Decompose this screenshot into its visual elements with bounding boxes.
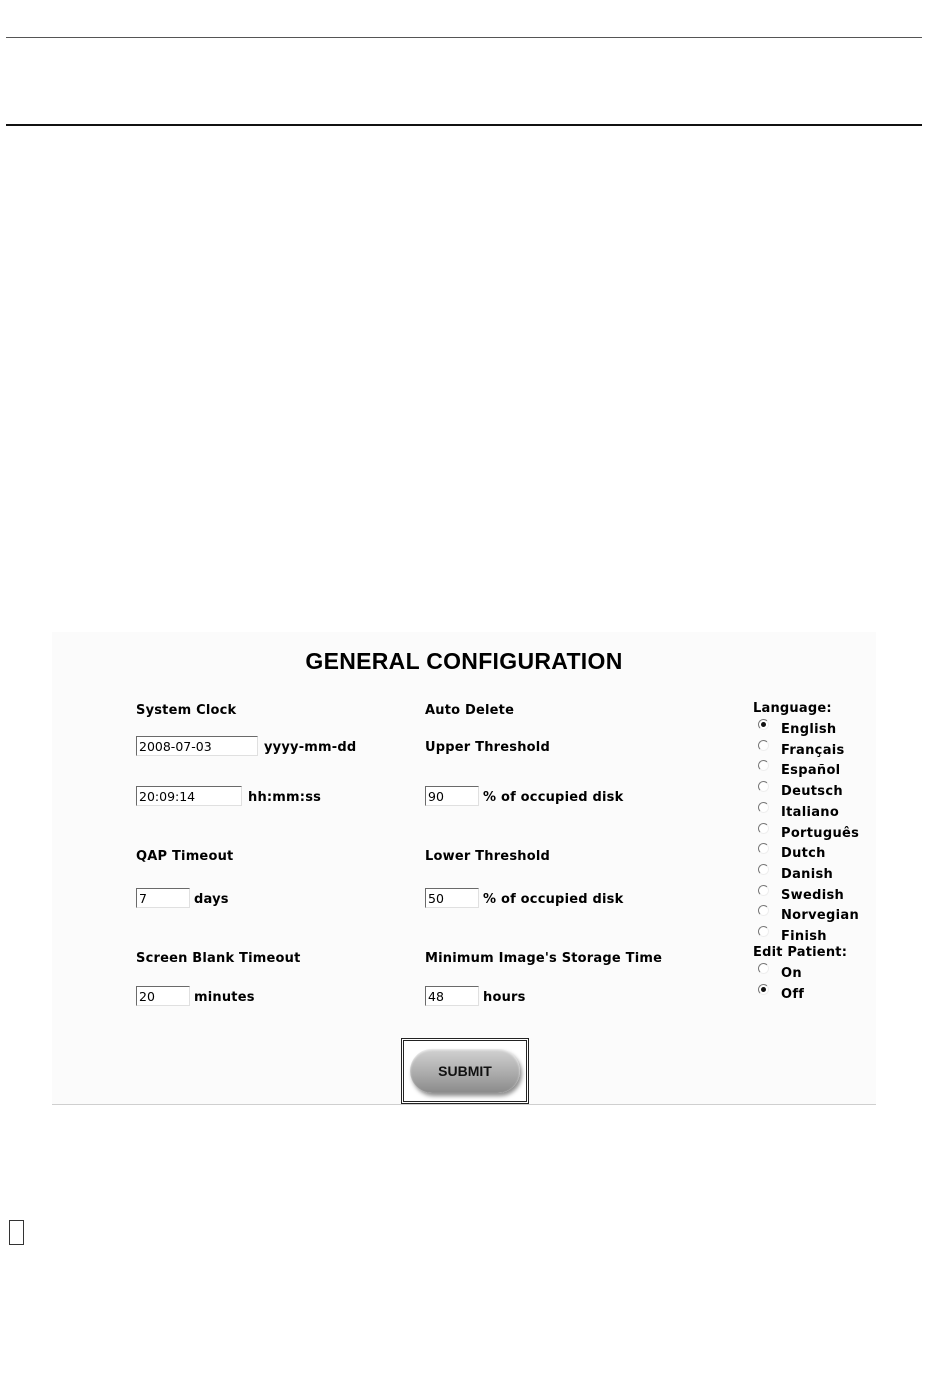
language-radio[interactable]: [758, 926, 769, 937]
language-option-label: Finish: [781, 929, 827, 944]
submit-button[interactable]: SUBMIT: [410, 1049, 520, 1093]
language-option-label: Español: [781, 763, 841, 779]
language-option-label: Swedish: [781, 887, 845, 903]
language-option-label: Italiano: [781, 804, 840, 820]
screen-blank-label: Screen Blank Timeout: [136, 951, 301, 966]
qap-timeout-input[interactable]: 7: [136, 888, 190, 908]
screen-blank-input[interactable]: 20: [136, 986, 190, 1006]
qap-timeout-unit: days: [194, 892, 229, 907]
page-title: GENERAL CONFIGURATION: [305, 648, 623, 674]
language-radio[interactable]: [758, 864, 769, 875]
top-rule: [6, 37, 922, 38]
lower-threshold-unit: % of occupied disk: [483, 892, 624, 907]
qap-timeout-label: QAP Timeout: [136, 849, 234, 864]
language-radio[interactable]: [758, 740, 769, 751]
language-radio[interactable]: [758, 823, 769, 834]
time-input[interactable]: 20:09:14: [136, 786, 242, 806]
language-option-label: Français: [781, 742, 845, 758]
date-format-label: yyyy-mm-dd: [264, 740, 357, 755]
language-radio[interactable]: [758, 719, 769, 730]
edit-patient-option-label: On: [781, 966, 802, 981]
language-radio[interactable]: [758, 760, 769, 771]
upper-threshold-label: Upper Threshold: [425, 740, 550, 755]
language-option-label: Norvegian: [781, 908, 860, 924]
language-radio[interactable]: [758, 885, 769, 896]
edit-patient-radio[interactable]: [758, 963, 769, 974]
language-option-label: Português: [781, 825, 860, 841]
missing-glyph-box: [9, 1220, 24, 1245]
time-format-label: hh:mm:ss: [248, 790, 322, 805]
screen-blank-unit: minutes: [194, 990, 255, 1005]
language-radio[interactable]: [758, 905, 769, 916]
submit-frame: [401, 1038, 529, 1104]
auto-delete-label: Auto Delete: [425, 703, 515, 718]
language-option-label: Danish: [781, 866, 834, 882]
lower-threshold-label: Lower Threshold: [425, 849, 551, 864]
upper-threshold-input[interactable]: 90: [425, 786, 479, 806]
edit-patient-radio[interactable]: [758, 984, 769, 995]
edit-patient-option-label: Off: [781, 987, 805, 1002]
language-radio[interactable]: [758, 802, 769, 813]
date-input[interactable]: 2008-07-03: [136, 736, 258, 756]
language-radio[interactable]: [758, 781, 769, 792]
lower-threshold-input[interactable]: 50: [425, 888, 479, 908]
language-label: Language:: [753, 701, 832, 716]
min-storage-input[interactable]: 48: [425, 986, 479, 1006]
language-option-label: Deutsch: [781, 784, 843, 800]
language-radio[interactable]: [758, 843, 769, 854]
system-clock-label: System Clock: [136, 703, 237, 718]
language-option-label: English: [781, 722, 837, 737]
header-rule: [6, 124, 922, 126]
edit-patient-label: Edit Patient:: [753, 945, 848, 960]
general-configuration-panel: [52, 632, 876, 1105]
min-storage-label: Minimum Image's Storage Time: [425, 951, 663, 966]
upper-threshold-unit: % of occupied disk: [483, 790, 624, 805]
language-option-label: Dutch: [781, 846, 826, 862]
min-storage-unit: hours: [483, 990, 526, 1005]
